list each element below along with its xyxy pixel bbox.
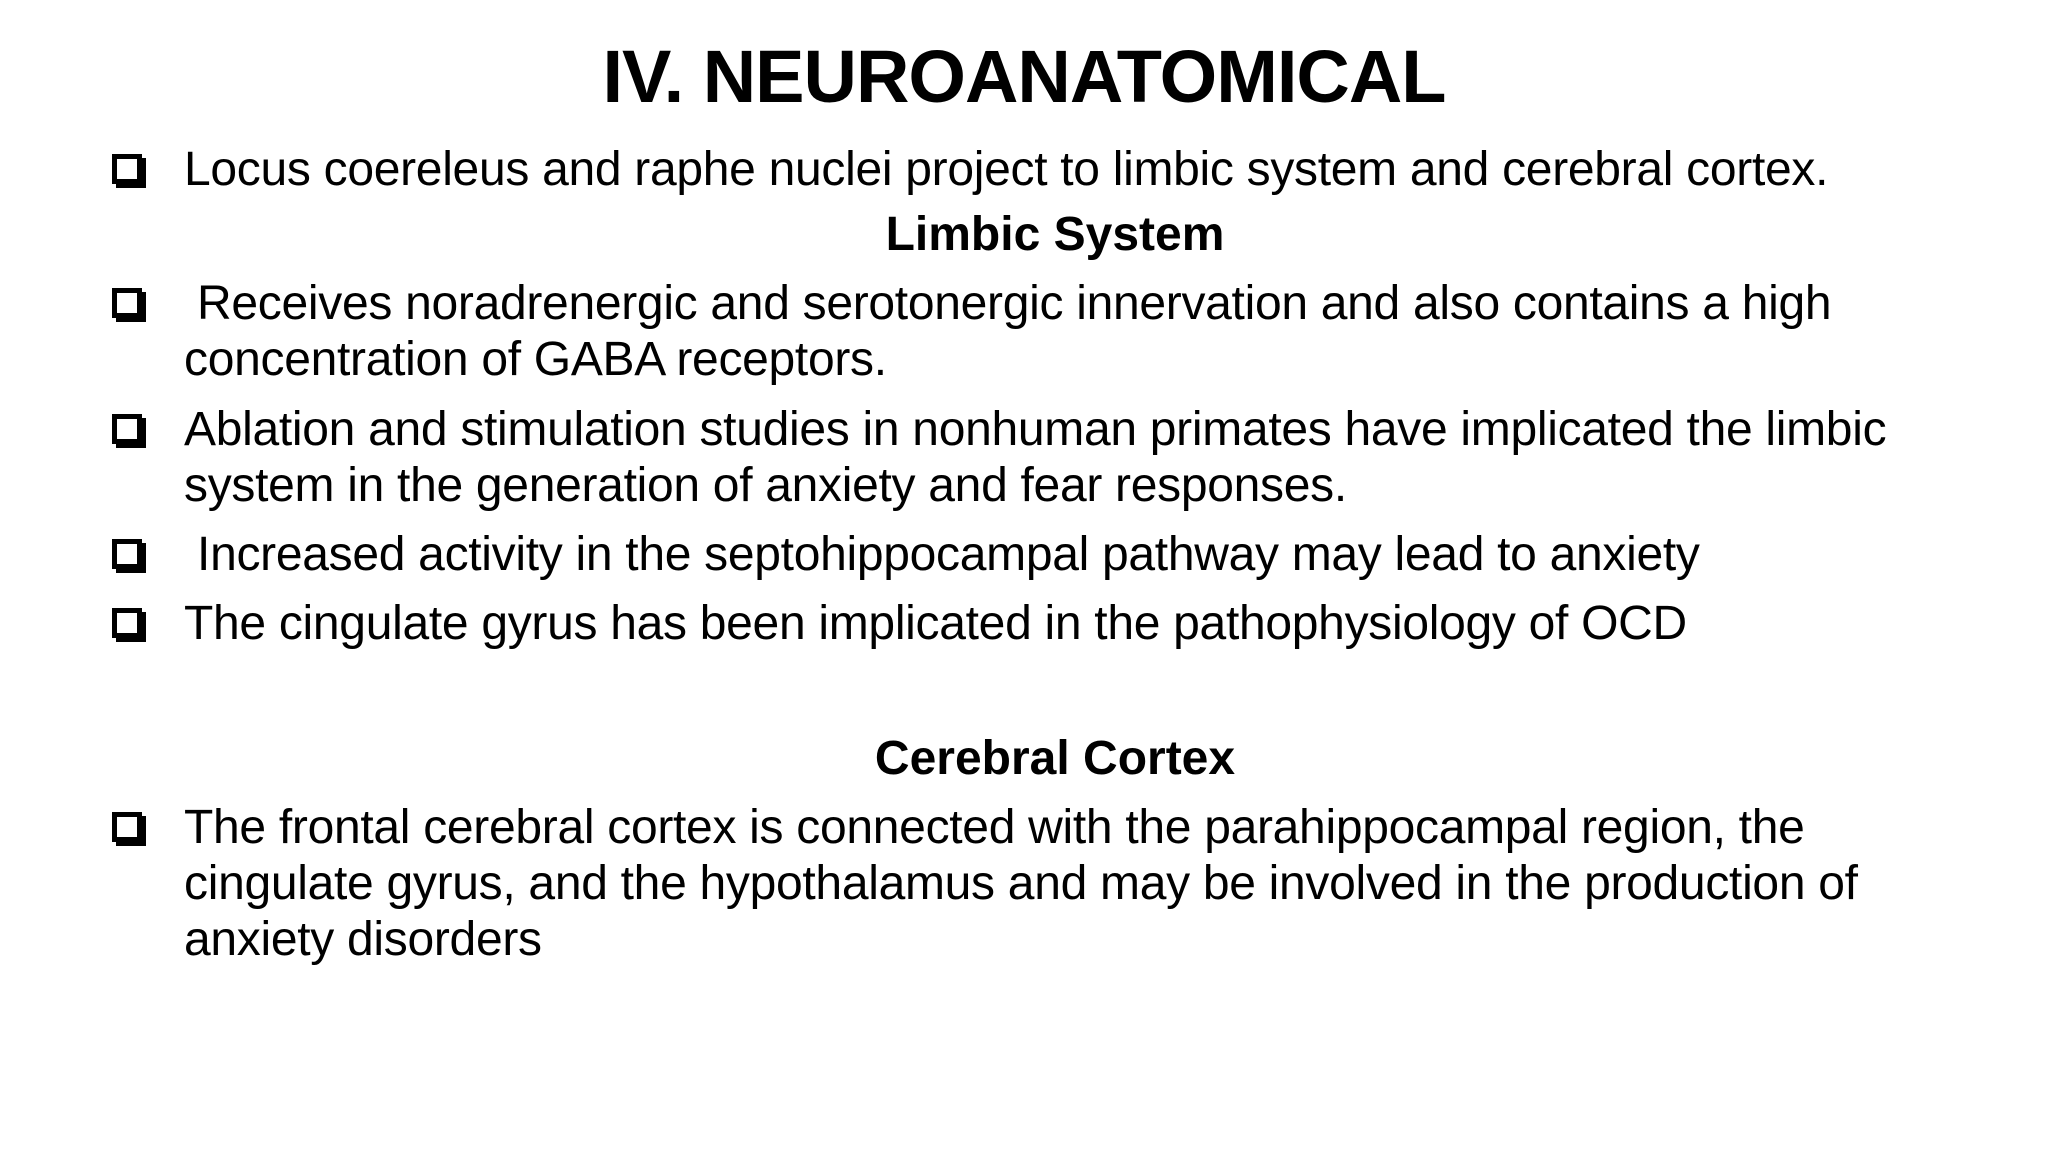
bullet-text: The frontal cerebral cortex is connected with the parahippocampal region, the cingulate gyrus, and the hypothalamus and may be involved in the production of anxiety disorders	[184, 801, 1858, 966]
bullet-item	[112, 276, 2002, 388]
bullet-item	[112, 596, 2002, 652]
bullet-item	[112, 527, 2002, 583]
bullet-text: Ablation and stimulation studies in nonhuman primates have implicated the limbic system in the generation of anxiety and fear responses.	[184, 403, 1887, 512]
bullet-text: Receives noradrenergic and serotonergic innervation and also contains a high concentration of GABA receptors.	[184, 277, 1845, 386]
bullet-item	[112, 142, 2002, 198]
checkbox-square-icon	[112, 539, 142, 569]
checkbox-square-icon	[112, 154, 142, 184]
checkbox-square-icon	[112, 608, 142, 638]
checkbox-square-icon	[112, 414, 142, 444]
bullet-text: Locus coereleus and raphe nuclei project to limbic system and cerebral cortex.	[184, 143, 1829, 196]
bullet-text: Increased activity in the septohippocampal pathway may lead to anxiety	[184, 528, 1700, 581]
section-heading-cerebral-cortex: Cerebral Cortex	[874, 732, 1236, 785]
checkbox-square-icon	[112, 288, 142, 318]
checkbox-square-icon	[112, 812, 142, 842]
slide-title: IV. NEUROANATOMICAL	[602, 35, 1446, 118]
bullet-item	[112, 800, 2002, 968]
bullet-item	[112, 402, 2002, 514]
bullet-text: The cingulate gyrus has been implicated in the pathophysiology of OCD	[184, 597, 1687, 650]
section-heading-limbic-system: Limbic System	[885, 208, 1225, 261]
